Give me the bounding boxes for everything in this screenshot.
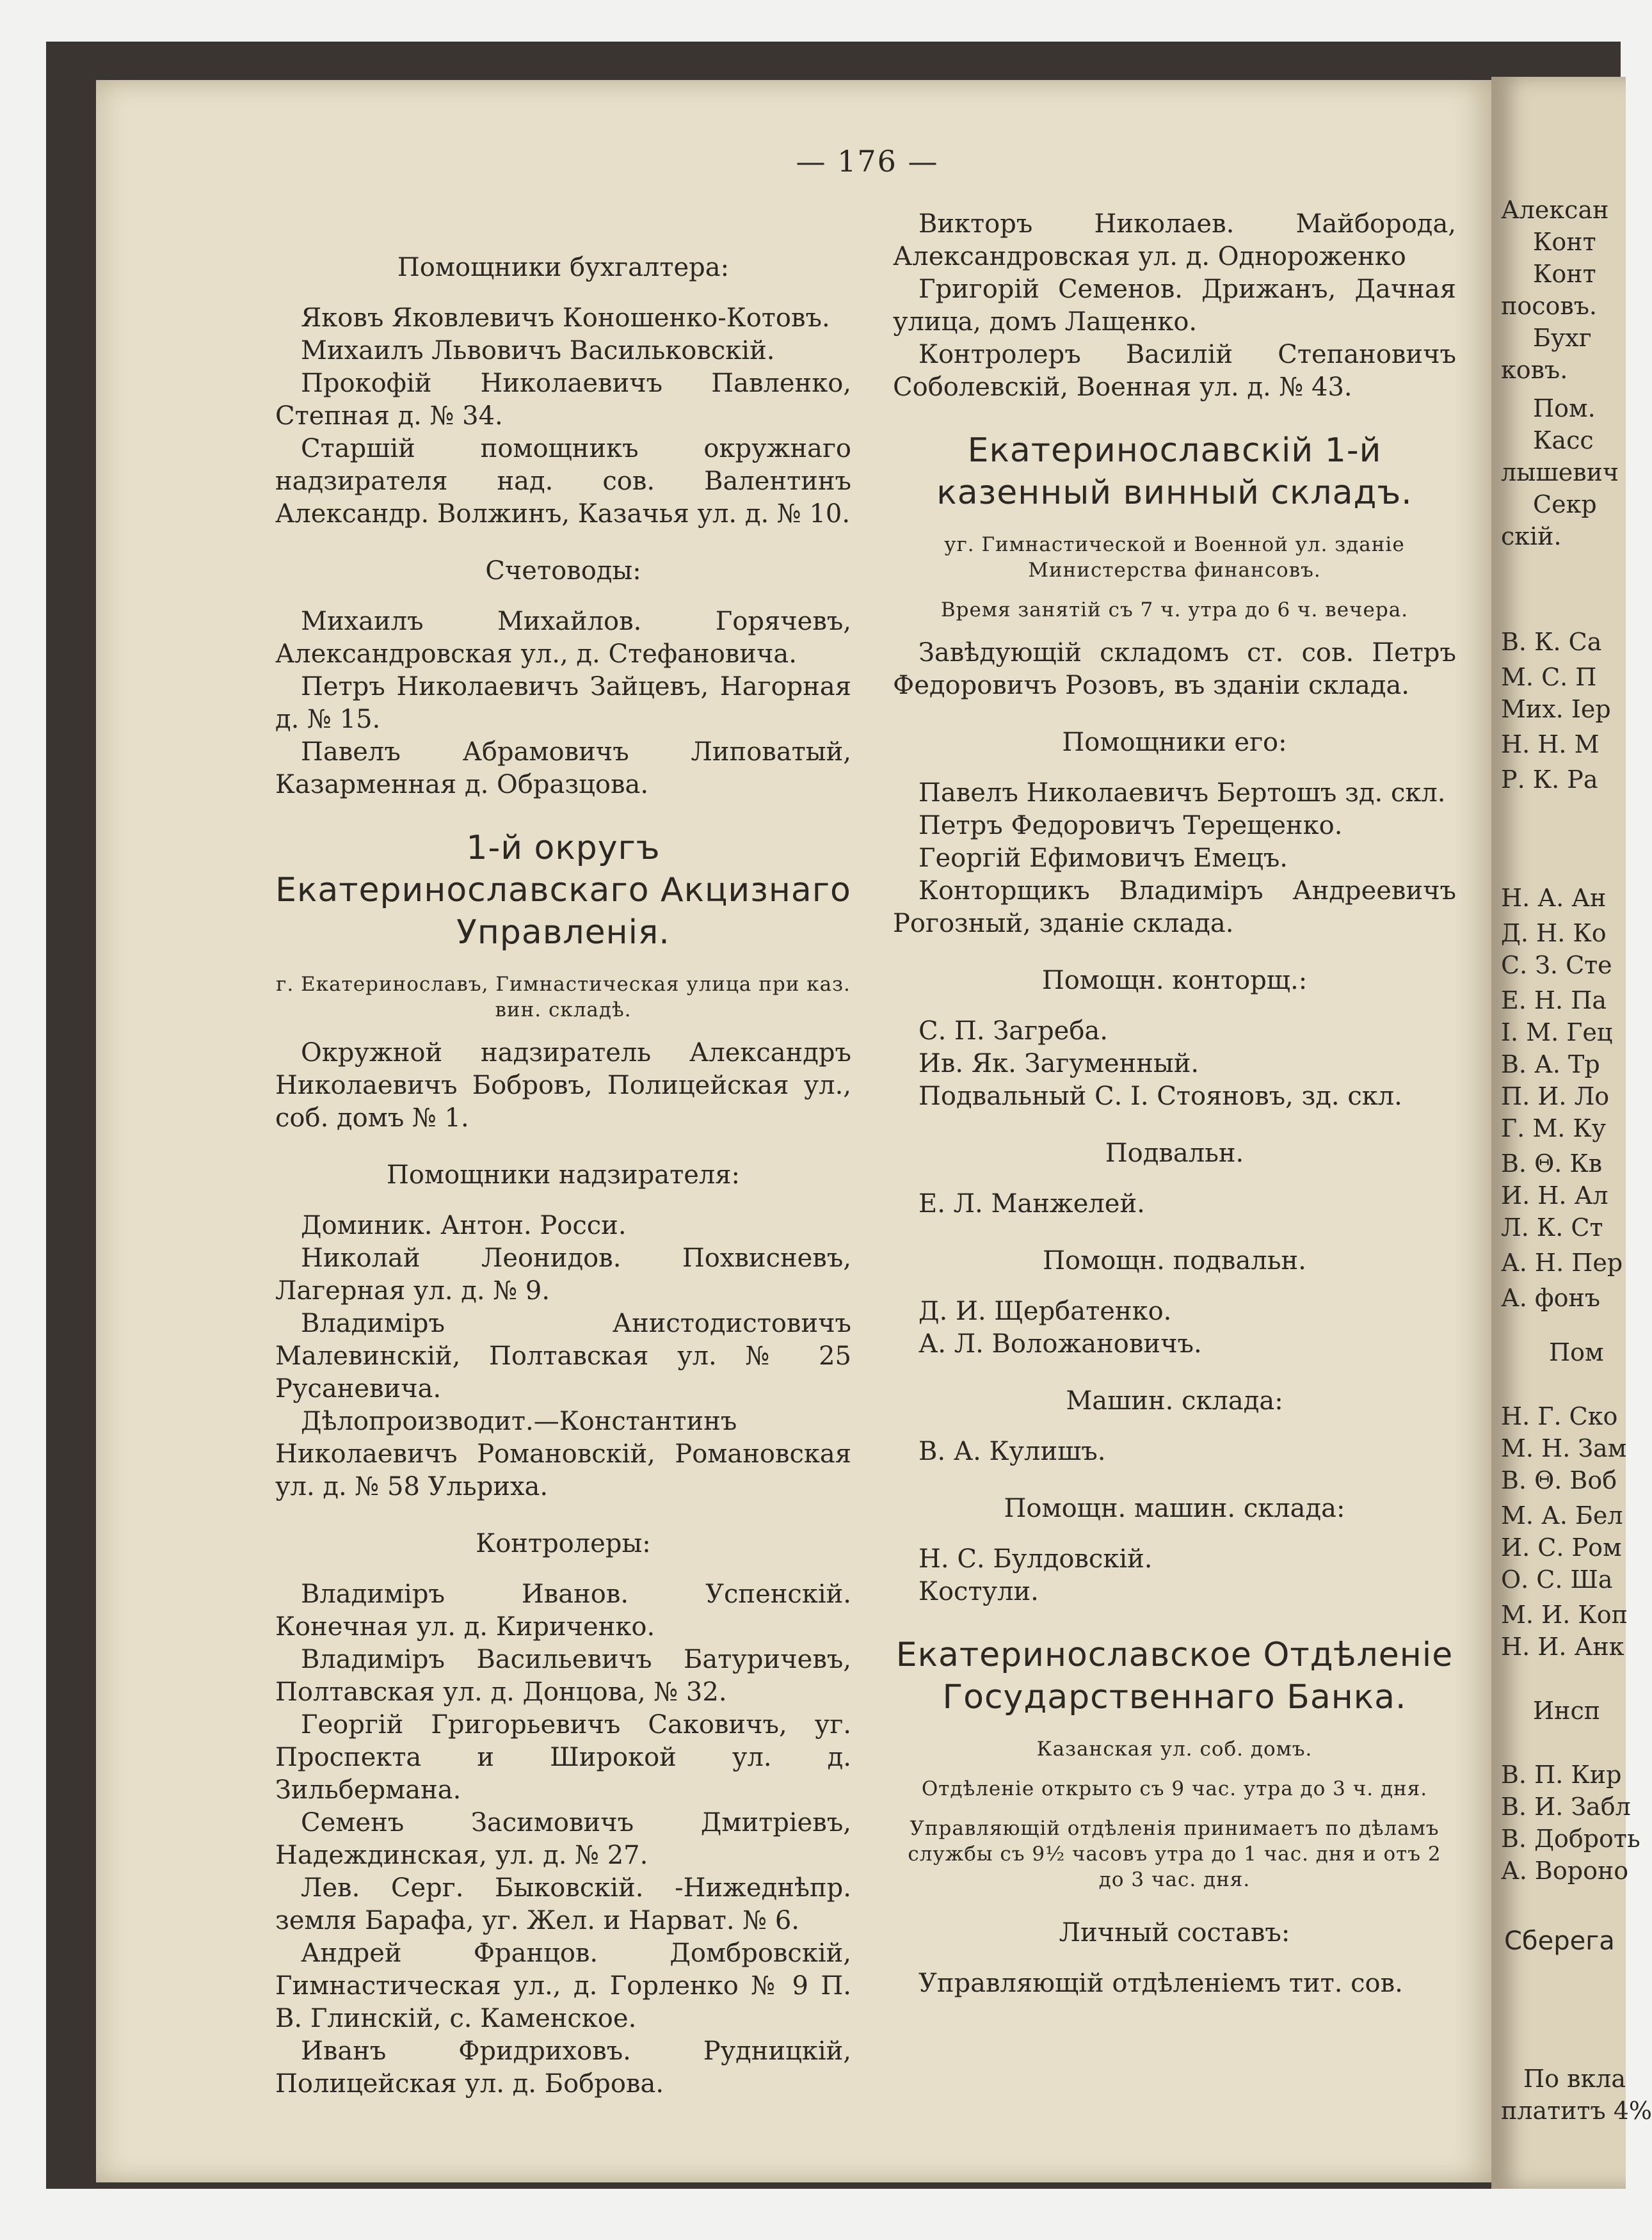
edge-fragment: Д. Н. Ко [1501, 919, 1607, 947]
right-column-paragraph: Личный составъ: [1059, 1918, 1290, 1948]
right-column-paragraph: Д. И. Щербатенко. [918, 1297, 1172, 1326]
right-column-paragraph: Помощники его: [1062, 728, 1287, 757]
edge-fragment: И. С. Ром [1501, 1533, 1622, 1562]
left-column-paragraph: Помощники бухгалтера: [397, 253, 730, 282]
left-column-paragraph: Прокофій Николаевичъ Павленко, Степная д. № 34. [275, 369, 851, 431]
left-column-paragraph: г. Екатеринославъ, Гимнастическая улица при каз. вин. складѣ. [276, 973, 851, 1021]
right-column-paragraph: Время занятій съ 7 ч. утра до 6 ч. вечера. [940, 598, 1409, 621]
edge-fragment: Н. Г. Ско [1501, 1402, 1618, 1430]
edge-fragment: М. С. П [1501, 663, 1597, 691]
edge-fragment: скій. [1501, 522, 1562, 550]
edge-fragment: А. фонъ [1501, 1284, 1601, 1312]
edge-fragment: І. М. Гец [1501, 1018, 1613, 1046]
right-column-paragraph: Ив. Як. Загуменный. [918, 1049, 1199, 1078]
left-column-paragraph: Помощники надзирателя: [386, 1160, 741, 1190]
left-column-paragraph: Владиміръ Анистодистовичъ Малевинскій, Полтавская ул. № 25 Русаневича. [275, 1309, 851, 1404]
edge-fragment: В. П. Кир [1501, 1761, 1622, 1789]
edge-fragment: Е. Н. Па [1501, 986, 1607, 1014]
right-column-paragraph: Помощн. конторщ.: [1041, 966, 1308, 995]
right-column-paragraph: Костули. [918, 1577, 1039, 1606]
left-column-paragraph: Петръ Николаевичъ Зайцевъ, Нагорная д. № 15. [275, 672, 851, 734]
right-column-paragraph: А. Л. Воложановичъ. [918, 1329, 1202, 1359]
edge-fragment: Л. К. Ст [1501, 1213, 1603, 1242]
edge-fragment: В. Θ. Вoб [1501, 1466, 1617, 1494]
right-column-paragraph: Георгій Ефимовичъ Емецъ. [918, 844, 1288, 873]
left-column-paragraph: Иванъ Фридриховъ. Рудницкій, Полицейская ул. д. Боброва. [275, 2036, 851, 2099]
edge-fragment: Р. К. Ра [1501, 765, 1598, 794]
edge-fragment: М. И. Коп [1501, 1601, 1628, 1629]
left-column-paragraph: Контролеры: [476, 1529, 651, 1558]
edge-fragment: Мих. Іер [1501, 695, 1611, 723]
edge-fragment: Конт [1533, 260, 1596, 288]
left-column-paragraph: Владиміръ Иванов. Успенскій. Конечная ул. д. Кириченко. [275, 1580, 851, 1642]
right-column-paragraph: Контролеръ Василій Степановичъ Соболевскій, Военная ул. д. № 43. [893, 340, 1456, 402]
right-column-paragraph: Казанская ул. соб. домъ. [1036, 1738, 1313, 1761]
edge-fragment: С. З. Сте [1501, 951, 1612, 979]
left-column-paragraph: Старшій помощникъ окружнаго надзирателя над. сов. Валентинъ Александр. Волжинъ, Казачья ул. д. № 10. [275, 434, 851, 529]
edge-fragment: ковъ. [1501, 356, 1568, 384]
right-column [893, 208, 1456, 2000]
left-column-paragraph: Георгій Григорьевичъ Саковичъ, уг. Проспекта и Широкой ул. д. Зильбермана. [275, 1710, 851, 1805]
left-column-paragraph: Доминик. Антон. Росси. [301, 1211, 627, 1240]
left-column-paragraph: Николай Леонидов. Похвисневъ, Лагерная ул. д. № 9. [275, 1244, 851, 1306]
right-column-paragraph: уг. Гимнастической и Военной ул. зданіе Министерства финансовъ. [944, 533, 1405, 582]
right-column-paragraph: Машин. склада: [1066, 1386, 1283, 1416]
left-column-paragraph: Михаилъ Львовичъ Васильковскій. [301, 336, 775, 365]
edge-fragment: платитъ 4% [1501, 2097, 1652, 2125]
right-column-paragraph: Помощн. машин. склада: [1004, 1494, 1345, 1523]
left-column-paragraph: Дѣлопроизводит.—Константинъ Николаевичъ Романовскій, Романовская ул. д. № 58 Ульриха. [275, 1407, 851, 1501]
edge-fragment: М. Н. Зам [1501, 1434, 1627, 1462]
edge-fragment: А. Н. Пер [1501, 1249, 1623, 1277]
edge-fragment: П. И. Ло [1501, 1082, 1610, 1110]
edge-fragment: А. Вороно [1501, 1857, 1629, 1885]
right-column-paragraph: Отдѣленіе открыто съ 9 час. утра до 3 ч. дня. [921, 1777, 1428, 1800]
left-column-paragraph: 1-й округъ Екатеринославскаго Акцизнаго Управленія. [275, 829, 851, 952]
right-column-paragraph: Викторъ Николаев. Майборода, Александровская ул. д. Однороженко [893, 209, 1456, 271]
edge-fragment: По вкла [1523, 2065, 1626, 2093]
left-column-paragraph: Семенъ Засимовичъ Дмитріевъ, Надеждинская, ул. д. № 27. [275, 1808, 851, 1870]
left-column-paragraph: Счетоводы: [485, 556, 641, 586]
left-column-paragraph: Павелъ Абрамовичъ Липоватый, Казарменная д. Образцова. [275, 737, 851, 799]
right-column-paragraph: Управляющій отдѣленія принимаетъ по дѣламъ службы съ 9½ часовъ утра до 1 час. дня и отъ 2 до 3 час. дня. [908, 1817, 1441, 1891]
left-column-paragraph: Владиміръ Васильевичъ Батуричевъ, Полтавская ул. д. Донцова, № 32. [275, 1645, 851, 1707]
left-column-paragraph: Андрей Францов. Домбровскій, Гимнастическая ул., д. Горленко № 9 П. В. Глинскій, с. Каменское. [275, 1939, 851, 2033]
edge-fragment: Н. Н. М [1501, 730, 1600, 758]
edge-fragment: Сберега [1504, 1926, 1615, 1956]
right-column-paragraph: Подвальн. [1105, 1139, 1244, 1168]
right-column-paragraph: Н. С. Булдовскій. [918, 1544, 1153, 1574]
right-column-paragraph: Завѣдующій складомъ ст. сов. Петръ Федоровичъ Розовъ, въ зданіи склада. [893, 638, 1456, 700]
edge-fragment: И. Н. Ал [1501, 1181, 1608, 1210]
right-column-paragraph: С. П. Загреба. [918, 1016, 1108, 1046]
edge-fragment: В. А. Тр [1501, 1050, 1600, 1078]
edge-fragment: лышевич [1501, 458, 1619, 486]
right-column-paragraph: Павелъ Николаевичъ Бертошъ зд. скл. [918, 778, 1446, 808]
right-column-paragraph: В. А. Кулишъ. [918, 1437, 1106, 1466]
right-column-paragraph: Екатеринославское Отдѣленіе Государственнаго Банка. [895, 1636, 1454, 1716]
edge-fragment: Н. А. Ан [1501, 884, 1607, 912]
edge-fragment: М. А. Бел [1501, 1501, 1623, 1530]
left-column-paragraph: Михаилъ Михайлов. Горячевъ, Александровская ул., д. Стефановича. [275, 607, 851, 669]
edge-fragment: посовъ. [1501, 292, 1598, 320]
edge-fragment: Н. И. Анк [1501, 1633, 1624, 1661]
right-column-paragraph: Петръ Федоровичъ Терещенко. [918, 811, 1343, 840]
left-column-paragraph: Лев. Серг. Быковскій. -Нижеднѣпр. земля Барафа, уг. Жел. и Нарват. № 6. [275, 1873, 851, 1935]
edge-fragment: О. С. Ша [1501, 1565, 1613, 1594]
page-number: — 176 — [796, 144, 939, 179]
edge-fragment: Касс [1533, 426, 1594, 454]
right-column-paragraph: Конторщикъ Владиміръ Андреевичъ Рогозный, зданіе склада. [893, 876, 1456, 938]
left-column-paragraph: Окружной надзиратель Александръ Николаевичъ Бобровъ, Полицейская ул., соб. домъ № 1. [275, 1038, 851, 1133]
edge-fragment: Бухг [1533, 324, 1592, 352]
right-column-paragraph: Помощн. подвальн. [1043, 1246, 1306, 1276]
edge-fragment: Конт [1533, 228, 1596, 256]
edge-fragment: В. Доброть [1501, 1825, 1640, 1853]
right-column-paragraph: Е. Л. Манжелей. [918, 1189, 1145, 1219]
edge-fragment: В. Θ. Кв [1501, 1149, 1603, 1178]
edge-fragment: В. И. Забл [1501, 1793, 1631, 1821]
edge-fragment: Пом. [1533, 394, 1596, 422]
edge-fragment: Секр [1533, 490, 1597, 518]
edge-fragment: Инсп [1533, 1697, 1601, 1725]
edge-fragment: В. К. Са [1501, 628, 1602, 656]
left-column [275, 227, 851, 2100]
edge-fragment: Алексан [1501, 196, 1609, 224]
right-column-paragraph: Екатеринославскій 1-й казенный винный складъ. [936, 431, 1413, 512]
left-column-paragraph: Яковъ Яковлевичъ Коношенко-Котовъ. [301, 303, 830, 333]
right-column-paragraph: Григорій Семенов. Дрижанъ, Дачная улица, домъ Лащенко. [893, 275, 1456, 337]
right-column-paragraph: Подвальный С. І. Стояновъ, зд. скл. [918, 1082, 1402, 1111]
edge-fragment: Пом [1549, 1338, 1604, 1366]
right-column-paragraph: Управляющій отдѣленіемъ тит. сов. [918, 1969, 1403, 1998]
edge-fragment: Г. М. Ку [1501, 1114, 1607, 1142]
